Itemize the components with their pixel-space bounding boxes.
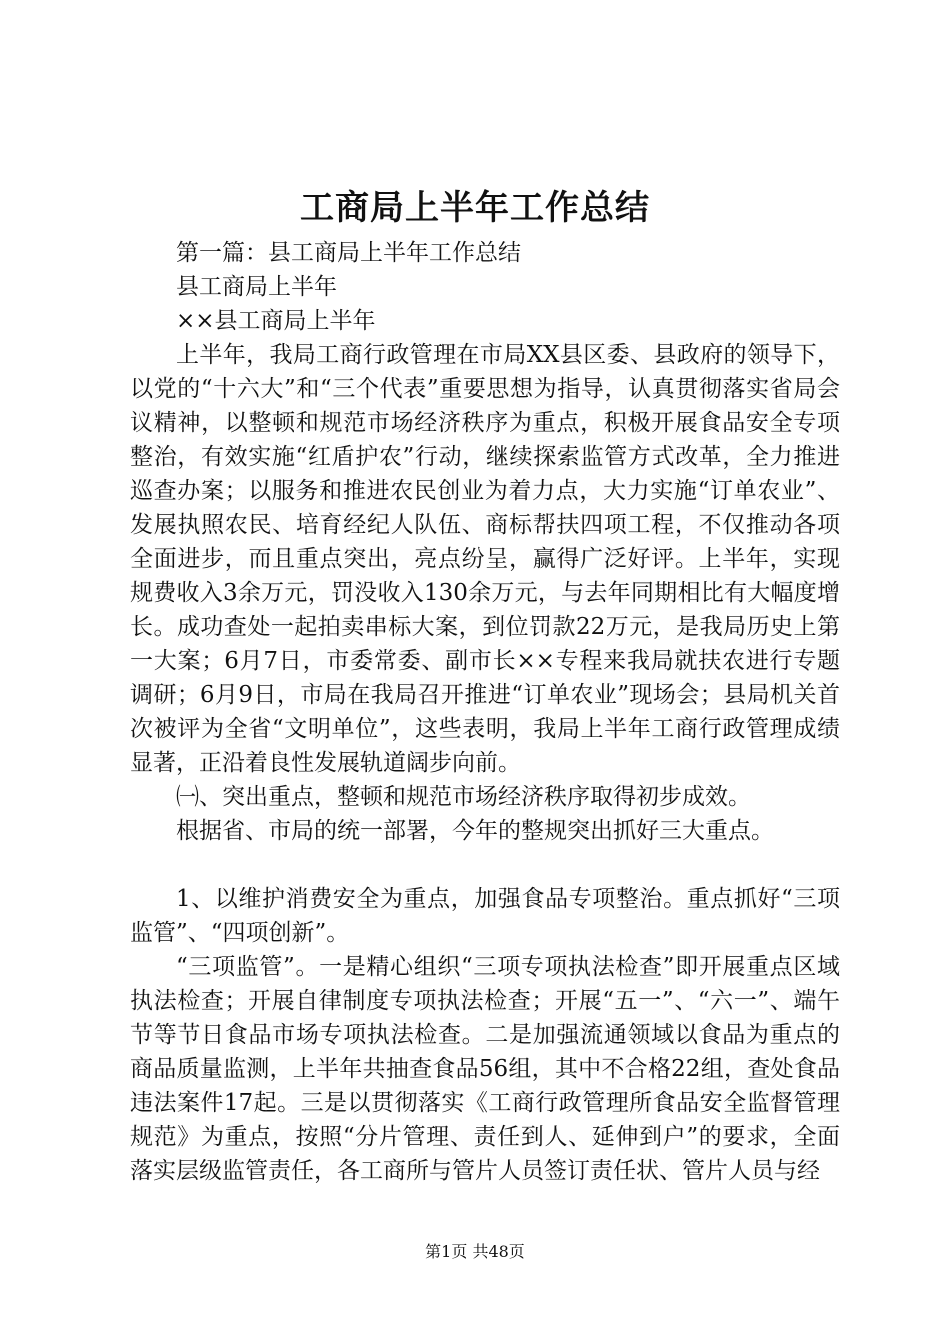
document-body [130, 236, 840, 1188]
paragraph-heading-1: 第一篇：县工商局上半年工作总结 [176, 240, 521, 266]
paragraph-item-1: 1、以维护消费安全为重点，加强食品专项整治。重点抓好“三项监管”、“四项创新”。 [130, 886, 840, 946]
blank-line [130, 848, 840, 882]
paragraph-item-1-detail: “三项监管”。一是精心组织“三项专项执法检查”即开展重点区域执法检查；开展自律制度专项执法检查；开展“五一”、“六一”、端午节等节日食品市场专项执法检查。二是加强流通领域以食品为重点的商品质量监测，上半年共抽查食品56组，其中不合格22组，查处食品违法案件17起。三是以贯彻落实《工商行政管理所食品安全监督管理规范》为重点，按照“分片管理、责任到人、延伸到户”的要求，全面落实层级监管责任，各工商所与管片人员签订责任状、管片人员与经 [130, 954, 840, 1184]
paragraph-intro: 上半年，我局工商行政管理在市局XX县区委、县政府的领导下，以党的“十六大”和“三个代表”重要思想为指导，认真贯彻落实省局会议精神，以整顿和规范市场经济秩序为重点，积极开展食品安全专项整治，有效实施“红盾护农”行动，继续探索监管方式改革，全力推进巡查办案；以服务和推进农民创业为着力点，大力实施“订单农业”、发展执照农民、培育经纪人队伍、商标帮扶四项工程，不仅推动各项全面进步，而且重点突出，亮点纷呈，赢得广泛好评。上半年，实现规费收入3余万元，罚没收入130余万元，与去年同期相比有大幅度增长。成功查处一起拍卖串标大案，到位罚款22万元，是我局历史上第一大案；6月7日，市委常委、副市长××专程来我局就扶农进行专题调研；6月9日，市局在我局召开推进“订单农业”现场会；县局机关首次被评为全省“文明单位”，这些表明，我局上半年工商行政管理成绩显著，正沿着良性发展轨道阔步向前。 [130, 342, 840, 776]
page-footer: 第1页 共48页 [425, 1242, 525, 1261]
paragraph-subheading-2: ××县工商局上半年 [176, 308, 376, 334]
paragraph-section-1: ㈠、突出重点，整顿和规范市场经济秩序取得初步成效。 [176, 784, 751, 810]
paragraph-section-1-lead: 根据省、市局的统一部署，今年的整规突出抓好三大重点。 [176, 818, 774, 844]
paragraph-subheading-1: 县工商局上半年 [176, 274, 337, 300]
document-title: 工商局上半年工作总结 [300, 188, 650, 228]
